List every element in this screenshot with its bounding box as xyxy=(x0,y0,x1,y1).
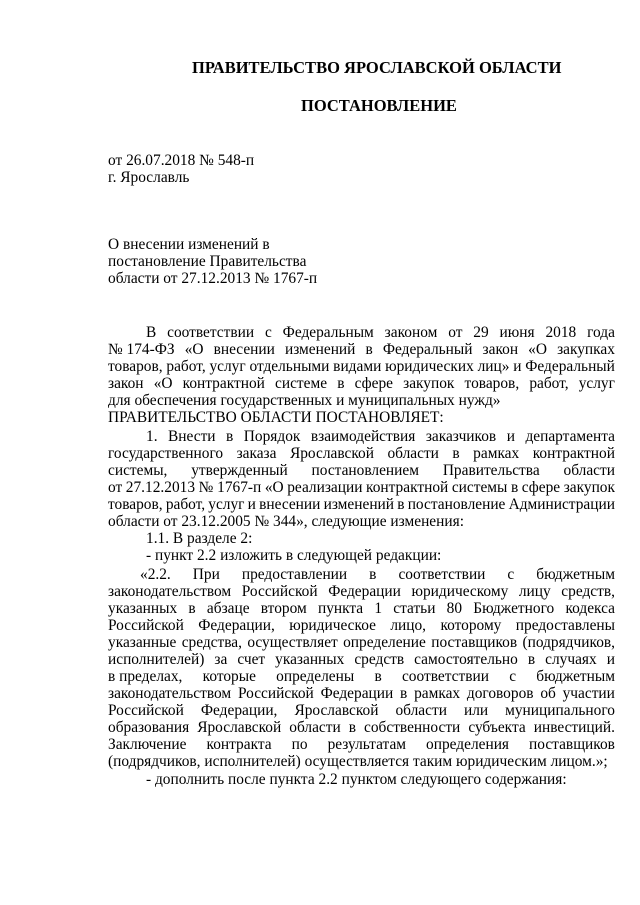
word: статьи xyxy=(393,600,436,617)
word: контрактной xyxy=(366,479,449,496)
word: государственного xyxy=(108,445,224,462)
document-city: г. Ярославль xyxy=(108,169,190,186)
word: 1 xyxy=(374,600,383,617)
word: рамках xyxy=(473,445,520,462)
word: закупках xyxy=(557,341,615,358)
word: Федерации, xyxy=(198,617,275,634)
body-line xyxy=(108,375,615,392)
word: и xyxy=(247,496,256,513)
word: осуществляет xyxy=(247,634,338,651)
word: внесении xyxy=(213,341,275,358)
subject-line-1: О внесении изменений в xyxy=(108,236,270,253)
word: средств xyxy=(354,651,405,668)
word: работ, xyxy=(166,358,206,375)
word: участии xyxy=(562,685,615,702)
quote-line xyxy=(108,736,615,753)
word: При xyxy=(192,566,220,583)
word: и xyxy=(606,651,615,668)
word: по xyxy=(291,736,308,753)
quote-line xyxy=(108,685,615,702)
word: услуг xyxy=(578,375,615,392)
word: № 1767-п xyxy=(198,479,262,496)
word: Федерации, xyxy=(200,702,278,719)
word: или xyxy=(463,702,489,719)
word: собственности xyxy=(364,719,461,736)
word: товаров, xyxy=(464,375,520,392)
word: товаров, xyxy=(108,496,163,513)
word: контракта xyxy=(206,736,272,753)
body-line xyxy=(146,324,615,341)
word: утвержденный xyxy=(191,462,288,479)
quote-line xyxy=(108,702,615,719)
word: области xyxy=(395,702,447,719)
quote-line xyxy=(108,617,615,634)
word: области xyxy=(289,719,341,736)
word: юридическое xyxy=(289,617,376,634)
word: в xyxy=(374,668,382,685)
body-line xyxy=(108,496,615,513)
word: Правительства xyxy=(442,462,540,479)
word: юридическому xyxy=(411,583,509,600)
word: системы, xyxy=(108,462,168,479)
word: определение xyxy=(343,634,426,651)
body-line xyxy=(108,341,615,358)
word: Порядок xyxy=(243,428,301,445)
word: инвестиций. xyxy=(533,719,615,736)
word: лицо, xyxy=(390,617,427,634)
word: системе xyxy=(275,375,328,392)
word: с xyxy=(264,324,272,341)
word: за xyxy=(214,651,228,668)
word: в xyxy=(452,445,460,462)
section-item: - дополнить после пункта 2.2 пунктом следующего содержания: xyxy=(146,771,567,788)
word: с xyxy=(507,566,515,583)
subject-line-3: области от 27.12.2013 № 1767-п xyxy=(108,270,318,287)
word: втором xyxy=(260,600,307,617)
word: в xyxy=(365,341,373,358)
word: отдельными xyxy=(249,358,330,375)
word: субъекта xyxy=(468,719,526,736)
word: которому xyxy=(440,617,502,634)
word: и xyxy=(513,358,522,375)
word: Федерации xyxy=(328,583,401,600)
word: пункта xyxy=(317,600,364,617)
word: определены xyxy=(276,668,355,685)
word: определения xyxy=(426,736,510,753)
word: «О xyxy=(184,341,204,358)
word: № 174-ФЗ xyxy=(108,341,175,358)
word: сфере xyxy=(521,479,561,496)
word: закон xyxy=(108,375,144,392)
word: изменений xyxy=(284,341,356,358)
word: июня xyxy=(499,324,535,341)
word: Федеральный xyxy=(382,341,473,358)
word: Российской xyxy=(241,583,318,600)
quote-line xyxy=(108,583,615,600)
word: в xyxy=(397,496,405,513)
word: «О xyxy=(264,479,284,496)
document-type-title: ПОСТАНОВЛЕНИЕ xyxy=(301,96,457,115)
word: законодательством xyxy=(108,583,232,600)
quote-line: (подрядчиков, исполнителей) осуществляется таким юридическим лицом.»; xyxy=(108,753,608,770)
word: 80 xyxy=(446,600,463,617)
word: системы xyxy=(451,479,508,496)
word: и xyxy=(506,428,515,445)
body-line: области от 23.12.2005 № 344», следующие изменения: xyxy=(108,513,464,530)
word: об xyxy=(540,685,556,702)
body-line xyxy=(108,479,615,496)
word: в xyxy=(348,719,356,736)
word: самостоятельно xyxy=(414,651,518,668)
word: от xyxy=(448,324,463,341)
word: работ, xyxy=(165,496,206,513)
word: соответствии xyxy=(167,324,255,341)
word: исполнителей) xyxy=(108,651,205,668)
word: в пределах, xyxy=(108,668,183,685)
word: образования xyxy=(108,719,190,736)
word: в xyxy=(337,375,345,392)
word: соответствии xyxy=(398,566,486,583)
word: услуг xyxy=(209,358,246,375)
word: счет xyxy=(237,651,266,668)
word: услуг xyxy=(208,496,245,513)
word: предоставлении xyxy=(241,566,348,583)
word: поставщиков xyxy=(529,736,615,753)
section-item: - пункт 2.2 изложить в следующей редакции: xyxy=(146,547,442,564)
word: поставщиков xyxy=(431,634,518,651)
word: которые xyxy=(202,668,256,685)
word: абзаце xyxy=(206,600,250,617)
word: договоров xyxy=(466,685,534,702)
word: видами xyxy=(333,358,382,375)
word: закупок xyxy=(563,479,615,496)
word: контрактной xyxy=(182,375,265,392)
word: «О xyxy=(528,341,547,358)
word: бюджетным xyxy=(536,668,615,685)
word: В xyxy=(146,324,157,341)
word: заказа xyxy=(236,445,277,462)
word: области xyxy=(563,462,615,479)
word: года xyxy=(587,324,615,341)
word: соответствии xyxy=(401,668,489,685)
word: в xyxy=(226,428,234,445)
word: Федеральный xyxy=(525,358,615,375)
resolution-statement: ПРАВИТЕЛЬСТВО ОБЛАСТИ ПОСТАНОВЛЯЕТ: xyxy=(108,409,444,426)
word: рамках xyxy=(414,685,461,702)
body-line: для обеспечения государственных и муниципальных нужд» xyxy=(108,392,501,409)
word: лицу xyxy=(518,583,551,600)
word: Ярославской xyxy=(294,702,379,719)
word: результатам xyxy=(327,736,407,753)
government-title: ПРАВИТЕЛЬСТВО ЯРОСЛАВСКОЙ ОБЛАСТИ xyxy=(192,58,562,77)
word: внесении xyxy=(259,496,321,513)
word: Ярославской xyxy=(197,719,282,736)
body-line xyxy=(146,428,615,445)
word: средств, xyxy=(561,583,615,600)
section-item: 1.1. В разделе 2: xyxy=(146,530,253,547)
word: указанных xyxy=(108,600,178,617)
word: кодекса xyxy=(565,600,615,617)
document-date-number: от 26.07.2018 № 548-п xyxy=(108,152,255,169)
word: Федеральным xyxy=(282,324,374,341)
quote-line xyxy=(108,600,615,617)
word: закупок xyxy=(403,375,455,392)
body-line xyxy=(108,462,615,479)
word: постановлением xyxy=(311,462,419,479)
subject-line-2: постановление Правительства xyxy=(108,253,307,270)
word: Бюджетного xyxy=(473,600,555,617)
word: (подрядчиков, xyxy=(522,634,615,651)
word: указанных xyxy=(275,651,345,668)
word: указанные xyxy=(108,634,177,651)
word: взаимодействия xyxy=(310,428,416,445)
word: средства, xyxy=(181,634,242,651)
quote-line xyxy=(108,651,615,668)
word: в xyxy=(188,600,196,617)
word: Федерации xyxy=(320,685,394,702)
word: сфере xyxy=(354,375,393,392)
word: постановление xyxy=(407,496,506,513)
word: от xyxy=(108,479,123,496)
word: с xyxy=(509,668,517,685)
word: юридических xyxy=(385,358,474,375)
word: департамента xyxy=(525,428,615,445)
word: заказчиков xyxy=(425,428,497,445)
word: «О xyxy=(153,375,173,392)
word: реализации xyxy=(287,479,363,496)
word: бюджетным xyxy=(536,566,615,583)
word: Российской xyxy=(108,702,184,719)
word: работ, xyxy=(529,375,569,392)
word: Российской xyxy=(108,617,184,634)
word: 1. xyxy=(146,428,158,445)
body-line xyxy=(108,445,615,462)
quote-line xyxy=(108,668,615,685)
word: в xyxy=(510,479,519,496)
word: муниципального xyxy=(505,702,615,719)
word: предоставлены xyxy=(515,617,615,634)
word: законом xyxy=(384,324,438,341)
word: закон xyxy=(482,341,519,358)
word: области xyxy=(387,445,439,462)
quote-line xyxy=(140,566,615,583)
word: контрактной xyxy=(532,445,615,462)
quote-line xyxy=(108,719,615,736)
word: 27.12.2013 xyxy=(125,479,196,496)
word: изменений xyxy=(323,496,395,513)
word: лиц» xyxy=(477,358,510,375)
word: Заключение xyxy=(108,736,187,753)
word: в xyxy=(400,685,408,702)
word: Администрации xyxy=(508,496,615,513)
word: 2018 xyxy=(545,324,577,341)
word: «2.2. xyxy=(140,566,171,583)
word: Внести xyxy=(168,428,216,445)
word: Ярославской xyxy=(289,445,374,462)
word: в xyxy=(527,651,536,668)
word: Российской xyxy=(237,685,314,702)
body-line xyxy=(108,358,615,375)
word: 29 xyxy=(473,324,489,341)
word: законодательством xyxy=(108,685,232,702)
quote-line xyxy=(108,634,615,651)
word: случаях xyxy=(545,651,597,668)
word: товаров, xyxy=(108,358,163,375)
word: в xyxy=(369,566,377,583)
